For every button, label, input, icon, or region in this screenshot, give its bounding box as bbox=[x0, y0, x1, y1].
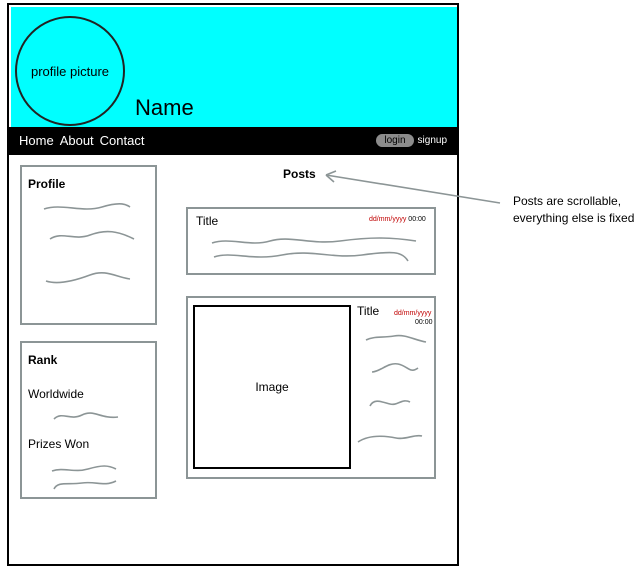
rank-card-title: Rank bbox=[28, 353, 58, 367]
placeholder-text-line bbox=[42, 201, 132, 213]
placeholder-text-line bbox=[50, 463, 120, 475]
post-image-label: Image bbox=[255, 380, 289, 394]
placeholder-text-line bbox=[210, 235, 420, 247]
header-banner bbox=[11, 7, 457, 127]
placeholder-text-line bbox=[52, 409, 122, 423]
user-name: Name bbox=[135, 95, 194, 120]
annotation-note bbox=[513, 193, 639, 227]
page-frame bbox=[7, 3, 459, 566]
placeholder-text-line bbox=[48, 229, 138, 243]
post-date-year: yyyy bbox=[392, 216, 407, 223]
posts-heading: Posts bbox=[283, 167, 316, 181]
profile-card bbox=[20, 165, 157, 325]
post-card[interactable] bbox=[186, 296, 436, 479]
profile-card-title: Profile bbox=[28, 177, 66, 191]
rank-card bbox=[20, 341, 157, 499]
navbar bbox=[9, 127, 457, 155]
placeholder-text-line bbox=[356, 430, 426, 446]
post-card[interactable] bbox=[186, 207, 436, 275]
post-image[interactable] bbox=[193, 305, 351, 469]
signup-link[interactable]: signup bbox=[417, 135, 447, 146]
post-title: Title bbox=[196, 214, 219, 228]
post-title: Title bbox=[357, 304, 380, 318]
profile-picture-label: profile picture bbox=[30, 63, 110, 79]
post-date-prefix: dd/mm/ bbox=[369, 216, 393, 223]
nav-contact[interactable]: Contact bbox=[99, 133, 145, 148]
placeholder-text-line bbox=[44, 271, 134, 285]
post-time: 00:00 bbox=[415, 319, 433, 326]
post-date-year: yyyy bbox=[417, 310, 432, 317]
annotation-line-2: everything else is fixed bbox=[513, 211, 635, 225]
placeholder-text-line bbox=[368, 394, 412, 410]
annotation-line-1: Posts are scrollable, bbox=[513, 194, 622, 208]
worldwide-label: Worldwide bbox=[28, 387, 84, 401]
login-button[interactable]: login bbox=[376, 134, 413, 147]
post-time: 00:00 bbox=[408, 216, 426, 223]
post-date bbox=[369, 216, 426, 223]
placeholder-text-line bbox=[364, 332, 428, 346]
profile-picture[interactable] bbox=[15, 16, 125, 126]
post-date bbox=[394, 310, 431, 317]
placeholder-text-line bbox=[370, 360, 420, 376]
nav-home[interactable]: Home bbox=[19, 133, 54, 148]
placeholder-text-line bbox=[212, 249, 412, 263]
auth-controls bbox=[376, 134, 447, 147]
placeholder-text-line bbox=[52, 477, 122, 491]
post-date-prefix: dd/mm/ bbox=[394, 310, 418, 317]
nav-about[interactable]: About bbox=[59, 133, 94, 148]
nav-links bbox=[19, 133, 144, 148]
prizes-won-label: Prizes Won bbox=[28, 437, 90, 451]
